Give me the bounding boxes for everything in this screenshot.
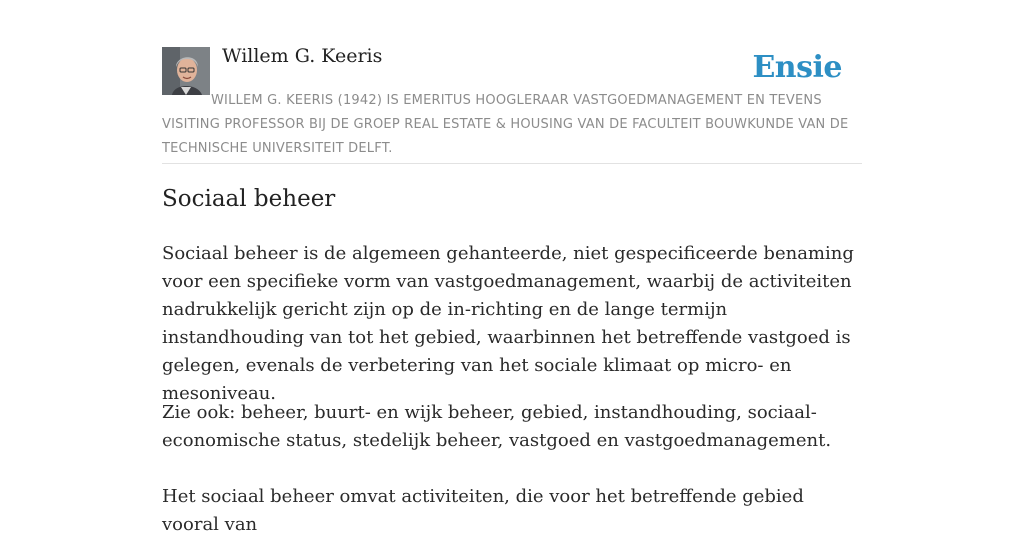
- avatar[interactable]: [162, 47, 210, 95]
- article-paragraph: Sociaal beheer is de algemeen gehanteerde, niet gespecificeerde benaming voor een specifieke vorm van vastgoedmanagement, waarbij de activiteiten nadrukkelijk gericht zijn op de in-richting en de lange termijn instandhouding van tot het gebied, waarbinnen het betreffende vastgoed is gelegen, evenals de verbetering van het sociale klimaat op micro- en mesoniveau.: [162, 243, 854, 404]
- see-also-paragraph: Zie ook: beheer, buurt- en wijk beheer, gebied, instandhouding, sociaal-economische status, stedelijk beheer, vastgoed en vastgoedmanagement.: [162, 402, 832, 451]
- brand-logo[interactable]: Ensie: [752, 50, 842, 85]
- author-name[interactable]: Willem G. Keeris: [222, 45, 383, 67]
- author-bio: WILLEM G. KEERIS (1942) IS EMERITUS HOOGLERAAR VASTGOEDMANAGEMENT EN TEVENS VISITING PROFESSOR BIJ DE GROEP REAL ESTATE & HOUSING VAN DE FACULTEIT BOUWKUNDE VAN DE TECHNISCHE UNIVERSITEIT DELFT.: [162, 93, 849, 156]
- author-header: [162, 0, 862, 164]
- article-title: Sociaal beheer: [162, 186, 336, 212]
- article-paragraph: Het sociaal beheer omvat activiteiten, die voor het betreffende gebied vooral van: [162, 486, 804, 535]
- author-photo: [162, 47, 210, 95]
- article-container: [162, 0, 862, 535]
